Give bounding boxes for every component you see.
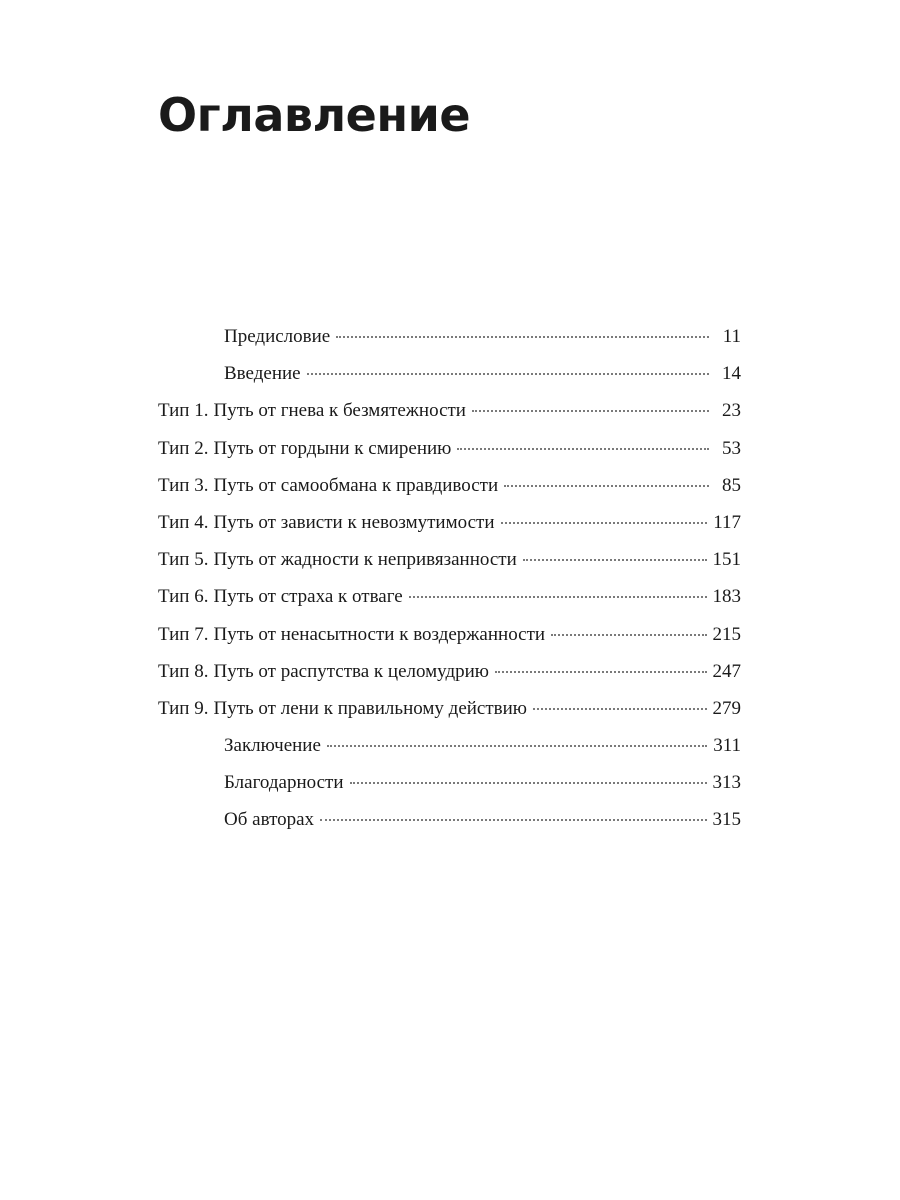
dot-leader <box>523 558 707 561</box>
toc-entry-page: 315 <box>712 809 741 831</box>
toc-entry-about-authors[interactable] <box>158 801 741 838</box>
toc-entry-label-wrap <box>158 467 498 504</box>
toc-entry-prefix: Тип 4. <box>158 511 209 533</box>
toc-entry-label-wrap <box>158 541 517 578</box>
toc-entry-prefix: Тип 1. <box>158 400 209 422</box>
toc-entry-label-wrap <box>158 764 344 801</box>
toc-entry-page: 311 <box>713 735 741 757</box>
toc-entry-prefix: Тип 8. <box>158 660 209 682</box>
dot-leader <box>307 372 709 375</box>
toc-entry-label: Путь от распутства к целомудрию <box>213 660 489 682</box>
toc-entry-label-wrap <box>158 653 489 690</box>
toc-entry-prefix: Тип 2. <box>158 437 209 459</box>
toc-entry-label: Путь от гнева к безмятежности <box>213 400 466 422</box>
toc-entry-label: Путь от самообмана к правдивости <box>213 474 499 496</box>
toc-entry-page: 23 <box>722 400 741 422</box>
toc-entry-label: Путь от гордыни к смирению <box>213 437 452 459</box>
toc-entry-page: 117 <box>713 511 741 533</box>
toc-entry-conclusion[interactable] <box>158 727 741 764</box>
toc-entry-page: 247 <box>712 660 741 682</box>
toc-entry-label-wrap <box>158 690 527 727</box>
toc-entry-prefix: Тип 7. <box>158 623 209 645</box>
dot-leader <box>409 595 707 598</box>
toc-entry-label-wrap <box>158 801 314 838</box>
toc-entry-label: Введение <box>224 363 301 385</box>
toc-entry-label: Предисловие <box>224 326 331 347</box>
dot-leader <box>472 409 709 412</box>
dot-leader <box>336 335 709 338</box>
toc-entry-type-5[interactable] <box>158 541 741 578</box>
toc-entry-type-4[interactable] <box>158 504 741 541</box>
toc-entry-preface[interactable] <box>158 318 741 355</box>
dot-leader <box>457 447 709 450</box>
toc-entry-page: 183 <box>712 586 741 608</box>
dot-leader <box>327 744 707 747</box>
toc-entry-label-wrap <box>158 430 451 467</box>
toc-entry-label-wrap <box>158 727 321 764</box>
toc-entry-page: 85 <box>722 474 741 496</box>
toc-entry-prefix: Тип 5. <box>158 549 209 571</box>
toc-entry-label: Заключение <box>224 735 321 757</box>
toc-entry-label: Путь от страха к отваге <box>213 586 403 608</box>
toc-entry-label-wrap <box>158 504 495 541</box>
dot-leader <box>504 484 709 487</box>
toc-entry-page: 151 <box>712 549 741 571</box>
toc-entry-type-9[interactable] <box>158 690 741 727</box>
toc-entry-label-wrap <box>158 355 301 392</box>
toc-entry-page: 14 <box>722 363 741 385</box>
dot-leader <box>320 818 706 821</box>
dot-leader <box>350 781 707 784</box>
toc-entry-page: 279 <box>712 697 741 719</box>
toc-entry-type-2[interactable] <box>158 430 741 467</box>
toc-entry-page: 11 <box>722 326 741 347</box>
toc-entry-label-wrap <box>158 392 466 429</box>
toc-entry-label: Путь от жадности к непривязанности <box>213 549 517 571</box>
toc-entry-page: 53 <box>722 437 741 459</box>
toc-entry-type-1[interactable] <box>158 392 741 429</box>
dot-leader <box>501 521 708 524</box>
toc-entry-label-wrap <box>158 318 330 355</box>
toc-entry-acknowledgements[interactable] <box>158 764 741 801</box>
toc-entry-type-7[interactable] <box>158 616 741 653</box>
toc-entry-type-6[interactable] <box>158 578 741 615</box>
toc-entry-introduction[interactable] <box>158 355 741 392</box>
toc-entry-label: Путь от зависти к невозмутимости <box>213 511 495 533</box>
toc-entry-label-wrap <box>158 578 403 615</box>
toc-entry-label-wrap <box>158 616 545 653</box>
toc-entry-label: Путь от ненасытности к воздержанности <box>213 623 546 645</box>
toc-entry-type-8[interactable] <box>158 653 741 690</box>
toc-entry-prefix: Тип 6. <box>158 586 209 608</box>
toc-entry-label: Об авторах <box>224 809 315 831</box>
table-of-contents <box>158 318 741 839</box>
toc-entry-label: Благодарности <box>224 772 344 794</box>
toc-entry-prefix: Тип 3. <box>158 474 209 496</box>
dot-leader <box>495 670 707 673</box>
toc-entry-type-3[interactable] <box>158 467 741 504</box>
toc-entry-prefix: Тип 9. <box>158 697 209 719</box>
toc-entry-page: 313 <box>712 772 741 794</box>
toc-entry-label: Путь от лени к правильному действию <box>213 697 527 719</box>
dot-leader <box>551 633 706 636</box>
toc-entry-page: 215 <box>712 623 741 645</box>
page-title: Оглавление <box>158 88 471 142</box>
dot-leader <box>533 707 707 710</box>
